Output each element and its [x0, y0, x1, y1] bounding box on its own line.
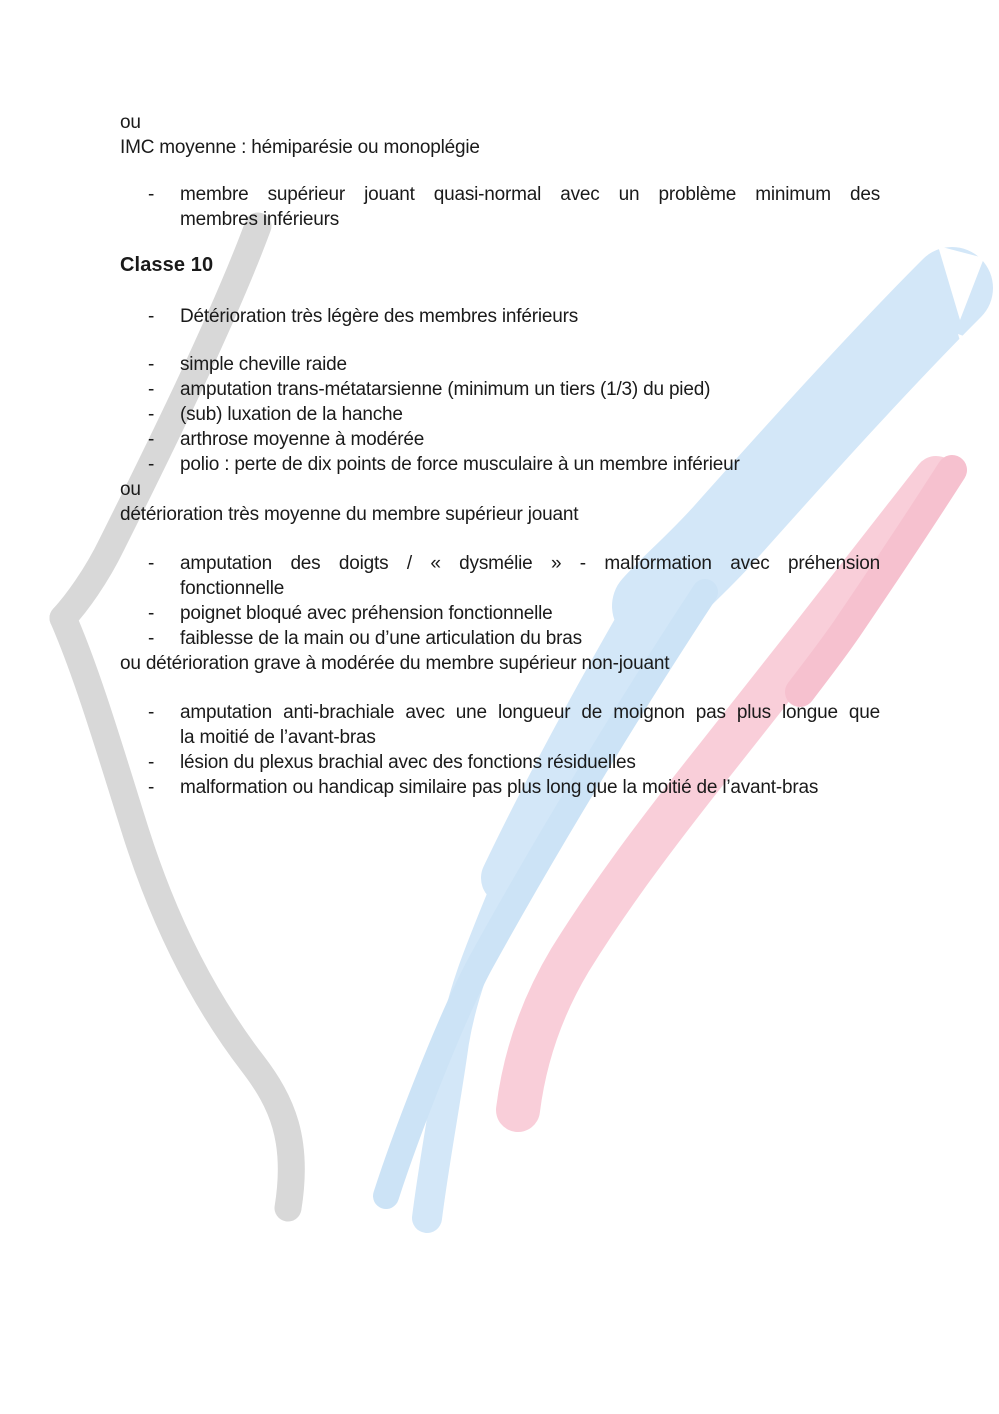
list-item-text: (sub) luxation de la hanche [180, 404, 403, 425]
list-item [120, 750, 880, 775]
list-item-text: Détérioration très légère des membres inférieurs [180, 306, 579, 327]
bullet-dash: - [148, 553, 155, 574]
list-item-line: fonctionnelle [180, 578, 285, 599]
bullet-dash: - [148, 404, 155, 425]
bullet-dash: - [148, 628, 155, 649]
list-item-line: membre supérieur jouant quasi-normal avec un problème minimum des [180, 184, 880, 205]
heading-classe-10: Classe 10 [120, 254, 214, 276]
bullet-dash: - [148, 306, 155, 327]
list-item-text: lésion du plexus brachial avec des fonctions résiduelles [180, 752, 636, 773]
list-item [120, 626, 880, 651]
bullet-dash: - [148, 354, 155, 375]
list-item-line: la moitié de l’avant-bras [180, 727, 376, 748]
paragraph-ou-1: ou [120, 112, 141, 133]
paragraph-imc-heading: IMC moyenne : hémiparésie ou monoplégie [120, 137, 480, 158]
list-item [120, 775, 880, 800]
bullet-dash: - [148, 603, 155, 624]
paragraph-ou-2: ou [120, 479, 141, 500]
bullet-dash: - [148, 184, 155, 205]
bullet-dash: - [148, 379, 155, 400]
list-item-text: malformation ou handicap similaire pas plus long que la moitié de l’avant-bras [180, 777, 819, 798]
list-membre-non-jouant [120, 700, 880, 800]
list-item-line: amputation anti-brachiale avec une longueur de moignon pas plus longue que [180, 702, 880, 723]
list-item [120, 182, 880, 232]
list-item [120, 402, 880, 427]
list-item [120, 352, 880, 377]
paragraph-deterioration-jouant: détérioration très moyenne du membre supérieur jouant [120, 504, 579, 525]
list-item [120, 700, 880, 750]
list-item-text: amputation trans-métatarsienne (minimum un tiers (1/3) du pied) [180, 379, 711, 400]
list-item [120, 601, 880, 626]
list-item-text: faiblesse de la main ou d’une articulation du bras [180, 628, 582, 649]
paragraph-ou-deterioration-grave: ou détérioration grave à modérée du membre supérieur non-jouant [120, 653, 670, 674]
list-item [120, 377, 880, 402]
list-item [120, 551, 880, 601]
bullet-dash: - [148, 752, 155, 773]
bullet-dash: - [148, 777, 155, 798]
list-item-text: simple cheville raide [180, 354, 347, 375]
bullet-dash: - [148, 429, 155, 450]
list-item [120, 452, 880, 477]
list-item-text: poignet bloqué avec préhension fonctionnelle [180, 603, 553, 624]
list-imc [120, 182, 880, 232]
list-item-text: arthrose moyenne à modérée [180, 429, 425, 450]
bullet-dash: - [148, 454, 155, 475]
list-classe-10 [120, 352, 880, 477]
list-item-line: amputation des doigts / « dysmélie » - malformation avec préhension [180, 553, 880, 574]
list-item [120, 427, 880, 452]
list-item [120, 304, 880, 329]
list-membre-jouant [120, 551, 880, 651]
bullet-dash: - [148, 702, 155, 723]
list-item-line: membres inférieurs [180, 209, 340, 230]
list-item-text: polio : perte de dix points de force musculaire à un membre inférieur [180, 454, 740, 475]
